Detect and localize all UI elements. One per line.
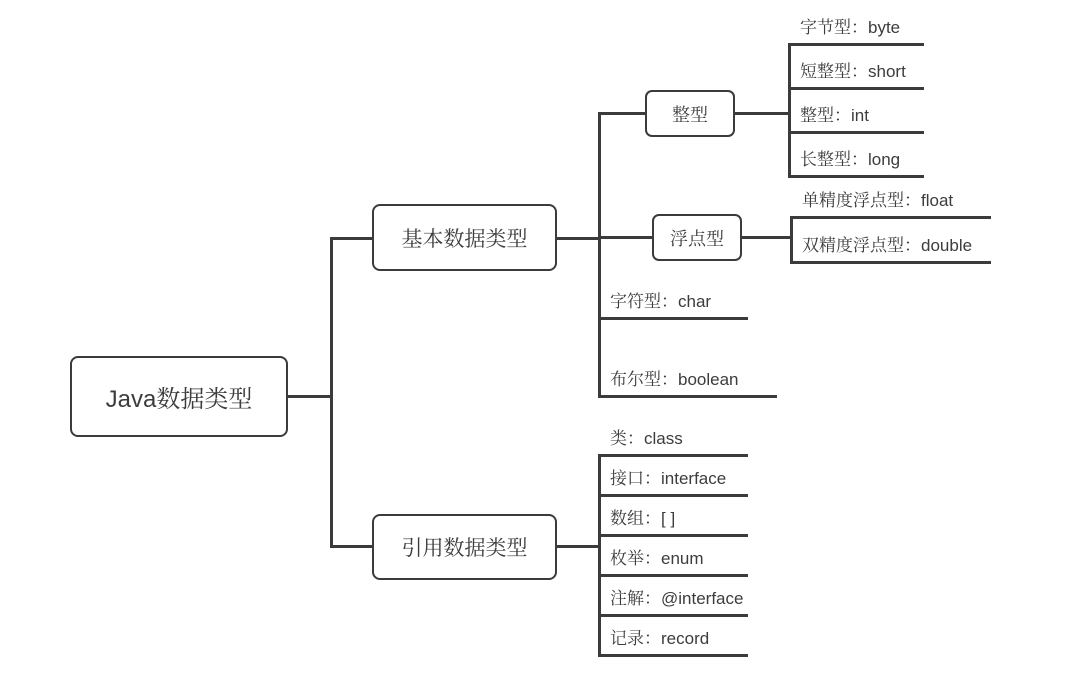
leaf-boolean[interactable] <box>598 365 777 398</box>
branch-basic-types-label: 基本数据类型 <box>401 227 528 251</box>
leaf-byte[interactable] <box>788 13 924 46</box>
leaf-annotation[interactable] <box>598 584 748 617</box>
node-float-types-label: 浮点型 <box>670 228 724 249</box>
leaf-class-label: 类：class <box>610 429 683 448</box>
leaf-record-label: 记录：record <box>610 629 710 648</box>
connector-float-stub <box>742 236 790 239</box>
node-integer-types-label: 整型 <box>672 104 708 125</box>
leaf-char[interactable] <box>598 287 748 320</box>
connector-reference-stub <box>557 545 601 548</box>
leaf-long[interactable] <box>788 145 924 178</box>
root-node-label: Java数据类型 <box>105 386 253 413</box>
node-float-types[interactable] <box>652 214 742 261</box>
connector-trunk-basic <box>330 237 372 240</box>
leaf-array[interactable] <box>598 504 748 537</box>
leaf-int[interactable] <box>788 101 924 134</box>
leaf-array-label: 数组：[ ] <box>610 509 676 528</box>
leaf-long-label: 长整型：long <box>800 150 901 169</box>
leaf-short-label: 短整型：short <box>800 62 906 81</box>
leaf-enum[interactable] <box>598 544 748 577</box>
leaf-interface[interactable] <box>598 464 748 497</box>
connector-root-trunk <box>288 395 330 398</box>
connector-basic-integer <box>601 112 645 115</box>
leaf-annotation-label: 注解：@interface <box>610 589 744 608</box>
leaf-float-label: 单精度浮点型：float <box>802 191 954 210</box>
connector-basic-vertical-stub <box>557 237 601 240</box>
leaf-double-label: 双精度浮点型：double <box>802 236 973 255</box>
leaf-enum-label: 枚举：enum <box>610 549 704 568</box>
root-node-java-data-types[interactable] <box>70 356 288 437</box>
branch-reference-types-label: 引用数据类型 <box>401 537 528 560</box>
connector-trunk-reference <box>330 545 372 548</box>
leaf-boolean-label: 布尔型：boolean <box>610 370 739 389</box>
node-integer-types[interactable] <box>645 90 735 137</box>
leaf-interface-label: 接口：interface <box>610 469 727 488</box>
leaf-double[interactable] <box>790 231 991 264</box>
leaf-float[interactable] <box>790 186 991 219</box>
connector-integer-stub <box>735 112 788 115</box>
connector-trunk-vertical <box>330 237 333 548</box>
leaf-short[interactable] <box>788 57 924 90</box>
connector-basic-float <box>601 236 652 239</box>
leaf-int-label: 整型：int <box>800 106 869 125</box>
leaf-record[interactable] <box>598 624 748 657</box>
leaf-char-label: 字符型：char <box>610 292 712 311</box>
branch-basic-types[interactable] <box>372 204 557 271</box>
leaf-class[interactable] <box>598 424 748 457</box>
branch-reference-types[interactable] <box>372 514 557 580</box>
leaf-byte-label: 字节型：byte <box>800 18 901 37</box>
connector-basic-vertical <box>598 112 601 398</box>
